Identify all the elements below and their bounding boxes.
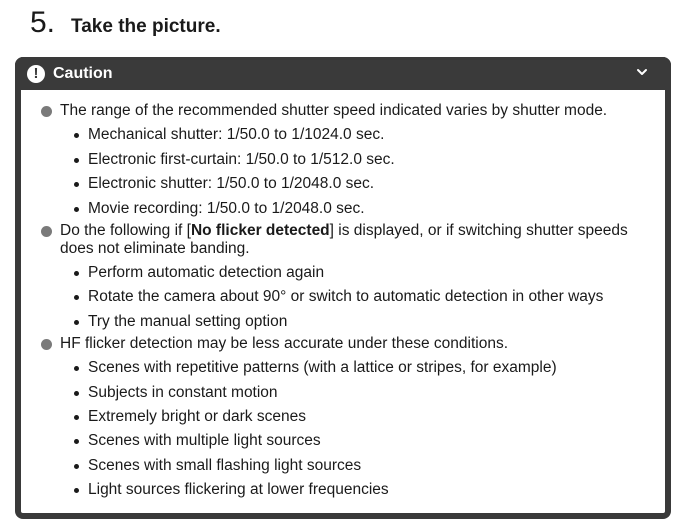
list-item: Movie recording: 1/50.0 to 1/2048.0 sec.	[35, 200, 651, 218]
caution-item-shutter-range	[35, 102, 651, 120]
item-text-before: Do the following if [	[60, 221, 191, 239]
caution-item-no-flicker	[35, 222, 651, 258]
hf-flicker-list	[35, 359, 651, 499]
bullet-icon	[41, 339, 52, 350]
item-text: The range of the recommended shutter speed indicated varies by shutter mode.	[60, 102, 608, 119]
caution-body	[35, 102, 651, 499]
caution-title: Caution	[53, 64, 113, 82]
caution-panel	[15, 57, 671, 519]
chevron-down-icon[interactable]	[635, 65, 649, 79]
list-item: Subjects in constant motion	[35, 384, 651, 402]
list-item: Try the manual setting option	[35, 313, 651, 331]
caution-header[interactable]	[15, 57, 671, 90]
no-flicker-list	[35, 264, 651, 331]
bullet-icon	[41, 106, 52, 117]
item-text-after: ] is displayed, or if switching shutter speeds does not eliminate banding.	[60, 221, 628, 257]
caution-item-hf-flicker	[35, 335, 651, 353]
list-item: Electronic first-curtain: 1/50.0 to 1/512.0 sec.	[35, 151, 651, 169]
step-heading	[30, 6, 221, 40]
list-item: Rotate the camera about 90° or switch to automatic detection in other ways	[35, 288, 651, 306]
list-item: Scenes with repetitive patterns (with a lattice or stripes, for example)	[35, 359, 651, 377]
shutter-range-list	[35, 126, 651, 217]
list-item: Perform automatic detection again	[35, 264, 651, 282]
item-text: HF flicker detection may be less accurate under these conditions.	[60, 334, 509, 352]
step-text: Take the picture.	[71, 16, 221, 37]
exclamation-icon: !	[27, 65, 45, 83]
step-number: 5.	[30, 6, 56, 39]
item-text-bold: No flicker detected	[190, 221, 330, 239]
list-item: Scenes with multiple light sources	[35, 432, 651, 450]
list-item: Extremely bright or dark scenes	[35, 408, 651, 426]
list-item: Mechanical shutter: 1/50.0 to 1/1024.0 sec.	[35, 126, 651, 144]
bullet-icon	[41, 226, 52, 237]
list-item: Light sources flickering at lower frequencies	[35, 481, 651, 499]
list-item: Electronic shutter: 1/50.0 to 1/2048.0 sec.	[35, 175, 651, 193]
list-item: Scenes with small flashing light sources	[35, 457, 651, 475]
